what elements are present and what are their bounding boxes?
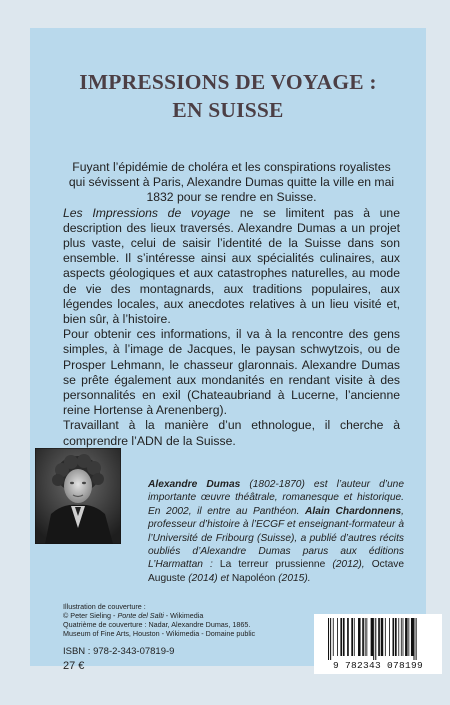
price: 27 €: [63, 660, 85, 672]
book2-title: Octave Auguste: [148, 559, 404, 584]
cover-panel: [30, 28, 426, 672]
barcode-bar: [362, 618, 364, 656]
barcode-guard-bar: [375, 618, 376, 660]
barcode-bar: [343, 618, 345, 656]
barcode-bar: [333, 618, 334, 656]
summary-paragraph-2: [63, 206, 400, 328]
author-portrait-photo: [35, 448, 121, 544]
barcode-digits: 9 782343 078199: [332, 660, 423, 671]
credit-line-4: Museum of Fine Arts, Houston - Wikimedia - Domaine public: [63, 629, 256, 638]
barcode-bar: [340, 618, 342, 656]
barcode-bar: [337, 618, 338, 656]
barcode-bar: [381, 618, 384, 656]
barcode-bar: [347, 618, 349, 656]
barcode-bar: [411, 618, 414, 656]
author-portrait: [35, 448, 121, 544]
barcode-bars: [314, 614, 442, 662]
barcode-bar: [354, 618, 355, 656]
credit-line-1: Illustration de couverture :: [63, 602, 146, 611]
impressions-title-italic: Les Impressions de voyage: [63, 205, 231, 220]
summary-paragraph-2-text: ne se limitent pas à une description des lieux traversés. Alexandre Dumas a un projet plus vaste, celui de saisir l’identité de la Suisse dans son ensemble. Il s’intéresse ainsi aux spécialités culinaires, aux aspects géologiques et aux catastrophes naturelles, au mode de vie des montagnards, aux traditions populaires, aux légendes locales, aux anecdotes relatives à un lieu visité et, bien sûr, à l’histoire.: [63, 205, 400, 327]
barcode-bar: [365, 618, 366, 656]
book1-year: (2012),: [325, 559, 372, 571]
barcode-bar: [371, 618, 374, 656]
barcode-bar: [385, 618, 386, 656]
barcode-bar: [389, 618, 390, 656]
summary-text: [63, 160, 400, 449]
barcode-bar: [358, 618, 361, 656]
editor-text: , professeur d’histoire à l’ECGF et enseignant-formateur à l’Université de Fribourg (Suisse), a publié d’autres récits oubliés d’Alexandre Dumas parus aux éditions L’Harmattan :: [148, 505, 404, 571]
barcode-bar: [392, 618, 394, 656]
author-text: (1802-1870) est l’auteur d’une importante œuvre théâtrale, romanesque et historique. En 2002, il entre au Panthéon.: [148, 479, 404, 517]
credit-artwork-title: Ponte del Salti: [117, 611, 164, 620]
author-bio: [148, 478, 404, 585]
editor-name: Alain Chardonnens: [305, 505, 402, 517]
image-credits: [63, 602, 303, 638]
barcode-bar: [408, 618, 409, 656]
summary-paragraph-4: Travaillant à la manière d’un ethnologue, il cherche à comprendre l’ADN de la Suisse.: [63, 418, 400, 448]
title-line-2: EN SUISSE: [172, 98, 284, 122]
author-name: Alexandre Dumas: [148, 479, 241, 490]
barcode-bar: [398, 618, 399, 656]
barcode-bar: [351, 618, 353, 656]
barcode-bar: [403, 618, 404, 656]
barcode-bar: [378, 618, 380, 656]
barcode-guard-bar: [413, 618, 414, 660]
credit-line-2: [63, 611, 303, 620]
barcode-guard-bar: [416, 618, 417, 660]
credit-photographer: © Peter Sieling -: [63, 611, 118, 620]
isbn: ISBN : 978-2-343-07819-9: [63, 646, 175, 657]
summary-paragraph-1: Fuyant l’épidémie de choléra et les conspirations royalistes qui sévissent à Paris, Alexandre Dumas quitte la ville en mai 1832 pour se rendre en Suisse.: [68, 160, 395, 205]
book1-title: La terreur prussienne: [219, 559, 326, 571]
book2-year: (2014) et: [185, 572, 232, 584]
barcode-bar: [401, 618, 402, 656]
barcode-bar: [366, 618, 367, 656]
barcode-guard-bar: [330, 618, 331, 660]
barcode-bar: [395, 618, 397, 656]
book-title: [30, 68, 426, 124]
barcode-guard-bar: [373, 618, 374, 660]
barcode-guard-bar: [328, 618, 329, 660]
summary-paragraph-3: Pour obtenir ces informations, il va à la rencontre des gens simples, à l’image de Jacques, le paysan schwytzois, ou de Prosper Lehmann, le chasseur glaronnais. Alexandre Dumas se prête également aux mondanités en rendant visite à des personnalités en exil (Chateaubriand à Lucerne, l’ancienne reine Hortense à Arenenberg).: [63, 327, 400, 418]
book3-title: Napoléon: [231, 572, 276, 584]
book3-year: (2015).: [275, 572, 311, 584]
title-line-1: IMPRESSIONS DE VOYAGE :: [79, 70, 377, 94]
barcode-bar: [405, 618, 408, 656]
credit-line-3: Quatrième de couverture : Nadar, Alexandre Dumas, 1865.: [63, 620, 251, 629]
barcode: [314, 614, 442, 674]
credit-source: - Wikimedia: [163, 611, 204, 620]
